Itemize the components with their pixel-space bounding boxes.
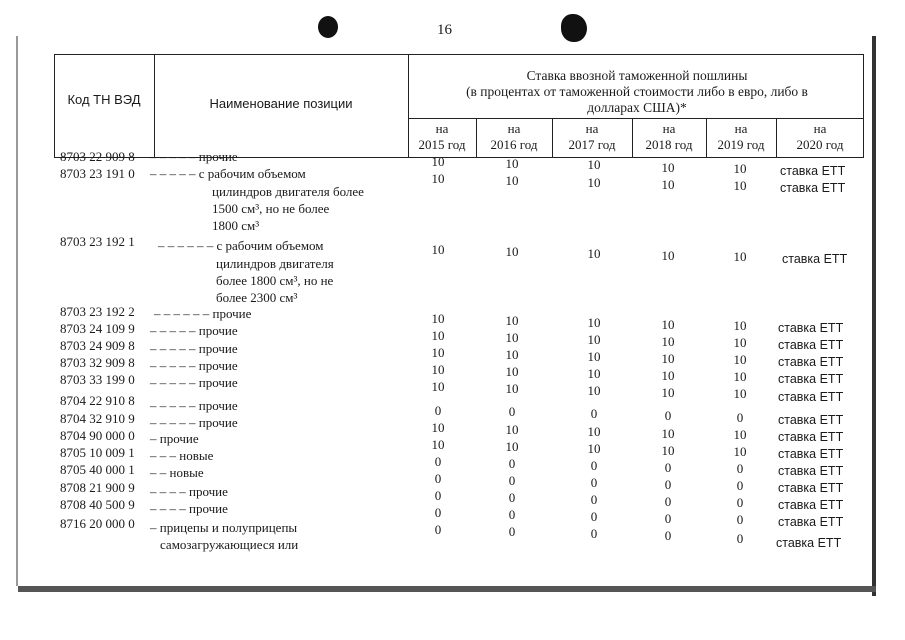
rate-2018: 10: [661, 351, 675, 366]
rate-2015: 10: [431, 437, 445, 452]
row-name: цилиндров двигателя: [216, 256, 334, 271]
rate-2017: 10: [587, 175, 601, 190]
ink-blot: [561, 14, 587, 42]
rate-2018: 10: [661, 385, 675, 400]
row-code: 8703 23 192 2: [60, 304, 135, 319]
rate-2016: 10: [505, 347, 519, 362]
rate-2016: 10: [505, 173, 519, 188]
row-name: более 1800 см³, но не: [216, 273, 334, 288]
rate-2016: 0: [508, 490, 516, 505]
year-prefix: на: [662, 121, 676, 136]
rate-2020: ставка ЕТТ: [778, 321, 844, 335]
page-frame-bottom: [18, 586, 876, 592]
rate-2019: 0: [736, 410, 744, 425]
rate-2017: 0: [590, 492, 598, 507]
rate-2017: 10: [587, 383, 601, 398]
rate-2016: 10: [505, 313, 519, 328]
rate-2018: 10: [661, 334, 675, 349]
rate-2016: 0: [508, 524, 516, 539]
row-code: 8703 33 199 0: [60, 372, 135, 387]
rate-2018: 0: [664, 408, 672, 423]
rate-2019: 10: [733, 178, 747, 193]
row-name: – – – – – прочие: [150, 341, 238, 356]
year-label: 2015 год: [418, 137, 466, 152]
header-year-2019: [706, 121, 776, 153]
rate-2015: 10: [431, 345, 445, 360]
rate-2015: 0: [434, 471, 442, 486]
header-rate-line: (в процентах от таможенной стоимости либо в евро, либо в: [466, 84, 808, 99]
row-code: 8705 10 009 1: [60, 445, 135, 460]
row-name: – прочие: [150, 431, 199, 446]
rate-2015: 0: [434, 403, 442, 418]
rate-2020: ставка ЕТТ: [782, 252, 848, 266]
header-year-2016: [476, 121, 552, 153]
header-name: Наименование позиции: [209, 96, 353, 111]
rate-2018: 0: [664, 494, 672, 509]
page-frame-left: [16, 36, 18, 586]
rate-2015: 0: [434, 488, 442, 503]
rate-2016: 10: [505, 244, 519, 259]
row-name: – – – – прочие: [150, 501, 228, 516]
row-name: – – – – – прочие: [150, 415, 238, 430]
rate-2015: 10: [431, 171, 445, 186]
page-frame-right: [872, 36, 876, 596]
rate-2017: 10: [587, 246, 601, 261]
header-year-2017: [552, 121, 632, 153]
rate-2020: ставка ЕТТ: [778, 338, 844, 352]
row-code: 8703 24 109 9: [60, 321, 135, 336]
header-rate: [410, 68, 864, 116]
rate-2015: 0: [434, 505, 442, 520]
rate-2016: 10: [505, 156, 519, 171]
row-code: 8703 22 909 8: [60, 149, 135, 164]
rate-2018: 10: [661, 248, 675, 263]
rate-2018: 0: [664, 477, 672, 492]
rate-2016: 0: [508, 473, 516, 488]
rate-2016: 0: [508, 404, 516, 419]
rate-2017: 0: [590, 406, 598, 421]
row-code: 8708 21 900 9: [60, 480, 135, 495]
row-name: – – – – – – с рабочим объемом: [158, 238, 324, 253]
rate-2018: 10: [661, 317, 675, 332]
year-prefix: на: [813, 121, 827, 136]
rate-2017: 0: [590, 475, 598, 490]
row-code: 8705 40 000 1: [60, 462, 135, 477]
rate-2020: ставка ЕТТ: [778, 430, 844, 444]
year-label: 2017 год: [568, 137, 616, 152]
year-label: 2018 год: [645, 137, 693, 152]
row-name: – – – – – прочие: [150, 149, 238, 164]
year-label: 2016 год: [490, 137, 538, 152]
rate-2019: 10: [733, 249, 747, 264]
rate-2020: ставка ЕТТ: [778, 447, 844, 461]
row-code: 8703 32 909 8: [60, 355, 135, 370]
rate-2019: 0: [736, 461, 744, 476]
rate-2020: ставка ЕТТ: [778, 413, 844, 427]
rate-2019: 10: [733, 427, 747, 442]
rate-2017: 10: [587, 332, 601, 347]
rate-2015: 10: [431, 154, 445, 169]
rate-2015: 10: [431, 362, 445, 377]
rate-2015: 10: [431, 242, 445, 257]
header-year-2015: [408, 121, 476, 153]
row-code: 8704 90 000 0: [60, 428, 135, 443]
row-code: 8703 23 192 1: [60, 234, 135, 249]
header-year-2020: [776, 121, 864, 153]
rate-2019: 0: [736, 512, 744, 527]
rate-2017: 10: [587, 157, 601, 172]
rate-2017: 10: [587, 424, 601, 439]
row-name: – – новые: [150, 465, 204, 480]
row-name: – – – – – прочие: [150, 375, 238, 390]
rate-2016: 10: [505, 422, 519, 437]
row-name: – – – – – прочие: [150, 398, 238, 413]
rate-2020: ставка ЕТТ: [780, 181, 846, 195]
rate-2017: 0: [590, 526, 598, 541]
row-code: 8716 20 000 0: [60, 516, 135, 531]
rate-2020: ставка ЕТТ: [778, 515, 844, 529]
row-code: 8703 24 909 8: [60, 338, 135, 353]
rate-2019: 0: [736, 495, 744, 510]
row-name: – – – – – прочие: [150, 323, 238, 338]
row-name: – – – – – прочие: [150, 358, 238, 373]
rate-2017: 0: [590, 458, 598, 473]
rate-2020: ставка ЕТТ: [778, 372, 844, 386]
rate-2019: 10: [733, 352, 747, 367]
rate-2017: 10: [587, 366, 601, 381]
header-year-2018: [632, 121, 706, 153]
rate-2017: 0: [590, 509, 598, 524]
rate-2017: 10: [587, 349, 601, 364]
row-name: – – – – прочие: [150, 484, 228, 499]
rate-2019: 10: [733, 386, 747, 401]
rate-2020: ставка ЕТТ: [780, 164, 846, 178]
rate-2020: ставка ЕТТ: [778, 498, 844, 512]
row-code: 8704 22 910 8: [60, 393, 135, 408]
rate-2015: 10: [431, 328, 445, 343]
rate-2015: 10: [431, 379, 445, 394]
row-name: – – – новые: [150, 448, 214, 463]
row-name: – – – – – – прочие: [154, 306, 252, 321]
row-name: – прицепы и полуприцепы: [150, 520, 298, 535]
rate-2019: 10: [733, 444, 747, 459]
rate-2015: 10: [431, 311, 445, 326]
row-code: 8704 32 910 9: [60, 411, 135, 426]
row-name: – – – – – с рабочим объемом: [150, 166, 306, 181]
rate-2018: 0: [664, 511, 672, 526]
rate-2018: 10: [661, 443, 675, 458]
header-code: Код ТН ВЭД: [67, 92, 141, 107]
rate-2016: 0: [508, 507, 516, 522]
rate-2018: 10: [661, 368, 675, 383]
rate-2018: 0: [664, 528, 672, 543]
year-label: 2019 год: [717, 137, 765, 152]
header-rate-line: Ставка ввозной таможенной пошлины: [526, 68, 748, 83]
rate-2019: 10: [733, 369, 747, 384]
year-prefix: на: [435, 121, 449, 136]
rate-2019: 0: [736, 531, 744, 546]
row-name: самозагружающиеся или: [160, 537, 299, 552]
row-name: 1800 см³: [212, 218, 260, 233]
rate-2020: ставка ЕТТ: [778, 390, 844, 404]
rate-2017: 10: [587, 315, 601, 330]
rate-2015: 0: [434, 454, 442, 469]
year-prefix: на: [585, 121, 599, 136]
ink-blot: [318, 16, 338, 38]
header-rate-line: долларах США)*: [587, 100, 687, 115]
rate-2018: 10: [661, 177, 675, 192]
rate-2016: 10: [505, 381, 519, 396]
page-number: 16: [437, 22, 452, 38]
rate-2015: 10: [431, 420, 445, 435]
rate-2018: 0: [664, 460, 672, 475]
row-name: более 2300 см³: [216, 290, 298, 305]
rate-2018: 10: [661, 160, 675, 175]
rate-2019: 10: [733, 335, 747, 350]
year-prefix: на: [507, 121, 521, 136]
rate-2020: ставка ЕТТ: [778, 464, 844, 478]
rate-2019: 0: [736, 478, 744, 493]
year-prefix: на: [734, 121, 748, 136]
year-label: 2020 год: [796, 137, 844, 152]
rate-2016: 10: [505, 364, 519, 379]
rate-2016: 10: [505, 439, 519, 454]
rate-2016: 10: [505, 330, 519, 345]
row-name: 1500 см³, но не более: [212, 201, 330, 216]
rate-2020: ставка ЕТТ: [778, 355, 844, 369]
rate-2020: ставка ЕТТ: [778, 481, 844, 495]
row-code: 8703 23 191 0: [60, 166, 135, 181]
rate-2017: 10: [587, 441, 601, 456]
rate-2018: 10: [661, 426, 675, 441]
rate-2019: 10: [733, 318, 747, 333]
rate-2016: 0: [508, 456, 516, 471]
row-code: 8708 40 500 9: [60, 497, 135, 512]
rate-2019: 10: [733, 161, 747, 176]
rate-2020: ставка ЕТТ: [776, 536, 842, 550]
row-name: цилиндров двигателя более: [212, 184, 364, 199]
rate-2015: 0: [434, 522, 442, 537]
